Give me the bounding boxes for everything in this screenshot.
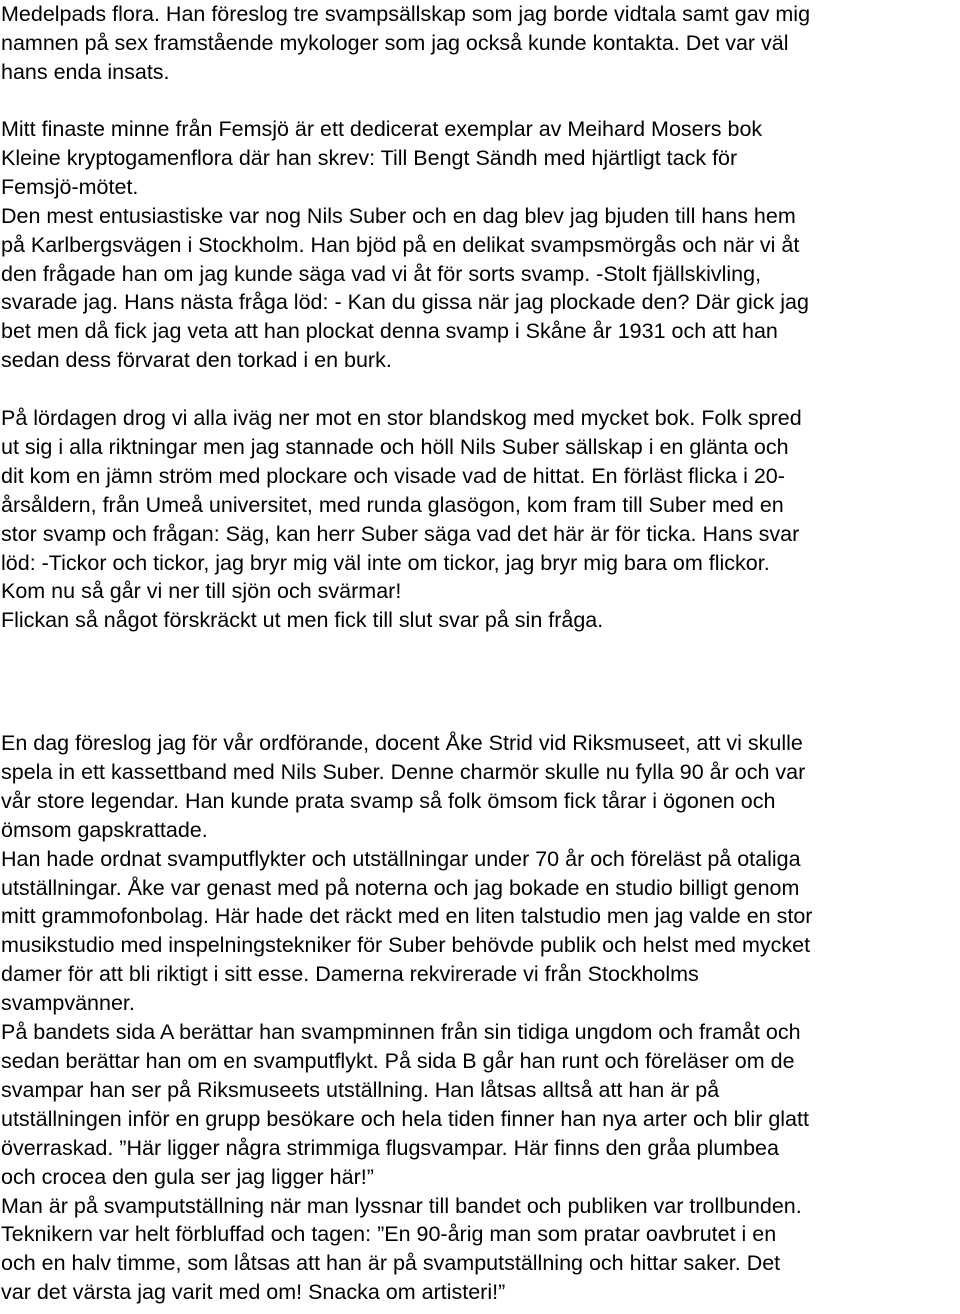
paragraph-femsjo-memory: Mitt finaste minne från Femsjö är ett dedicerat exemplar av Meihard Mosers bok Kleine kryptogamenflora där han skrev: Till Bengt Sändh med hjärtligt tack för Femsjö-mötet. Den mest entusiastiske var nog Nils Suber och en dag blev jag bjuden till hans hem på Karlbergsvägen i Stockholm. Han bjöd på en delikat svampsmörgås och när vi åt den frågade han om jag kunde säga vad vi åt för sorts svamp. -Stolt fjällskivling, svarade jag. Hans nästa fråga löd: - Kan du gissa när jag plockade den? Där gick jag bet men då fick jag veta att han plockat denna svamp i Skåne år 1931 och att han sedan dess förvarat den torkad i en burk.	[1, 117, 809, 373]
paragraph-medelpads-flora: Medelpads flora. Han föreslog tre svampsällskap som jag borde vidtala samt gav mig namnen på sex framstående mykologer som jag också kunde kontakta. Det var väl hans enda insats.	[1, 2, 811, 84]
paragraph-cassette-recording: En dag föreslog jag för vår ordförande, docent Åke Strid vid Riksmuseet, att vi skulle spela in ett kassettband med Nils Suber. Denne charmör skulle nu fylla 90 år och var vår store legendar. Han kunde prata svamp så folk ömsom fick tårar i ögonen och ömsom gapskrattade. Han hade ordnat svamputflykter och utställningar under 70 år och föreläst på otaliga utställningar. Åke var genast med på noterna och jag bokade en studio billigt genom mitt grammofonbolag. Här hade det räckt med en liten talstudio men jag valde en stor musikstudio med inspelningstekniker för Suber behövde publik och helst med mycket damer för att bli riktigt i sitt esse. Damerna rekvirerade vi från Stockholms svampvänner. På bandets sida A berättar han svampminnen från sin tidiga ungdom och framåt och sedan berättar han om en svamputflykt. På sida B går han runt och föreläser om de svampar han ser på Riksmuseets utställning. Han låtsas alltså att han är på utställningen inför en grupp besökare och hela tiden finner han nya arter och blir glatt överraskad. ”Här ligger några strimmiga flugsvampar. Här finns den gråa plumbea och crocea den gula ser jag ligger här!” Man är på svamputställning när man lyssnar till bandet och publiken var trollbunden. Teknikern var helt förbluffad och tagen: ”En 90-årig man som pratar oavbrutet i en och en halv timme, som låtsas att han är på svamputställning och hittar saker. Det var det värsta jag varit med om! Snacka om artisteri!”	[1, 731, 813, 1305]
paragraph-mushroom-walk: På lördagen drog vi alla iväg ner mot en stor blandskog med mycket bok. Folk spred ut sig i alla riktningar men jag stannade och höll Nils Suber sällskap i en glänta och dit kom en jämn ström med plockare och visade vad de hittat. En förläst flicka i 20- årsåldern, från Umeå universitet, med runda glasögon, kom fram till Suber med en stor svamp och frågan: Säg, kan herr Suber säga vad det här är för ticka. Hans svar löd: -Tickor och tickor, jag bryr mig väl inte om tickor, jag bryr mig bara om flickor. Kom nu så går vi ner till sjön och svärmar! Flickan så något förskräckt ut men fick till slut svar på sin fråga.	[1, 406, 802, 633]
